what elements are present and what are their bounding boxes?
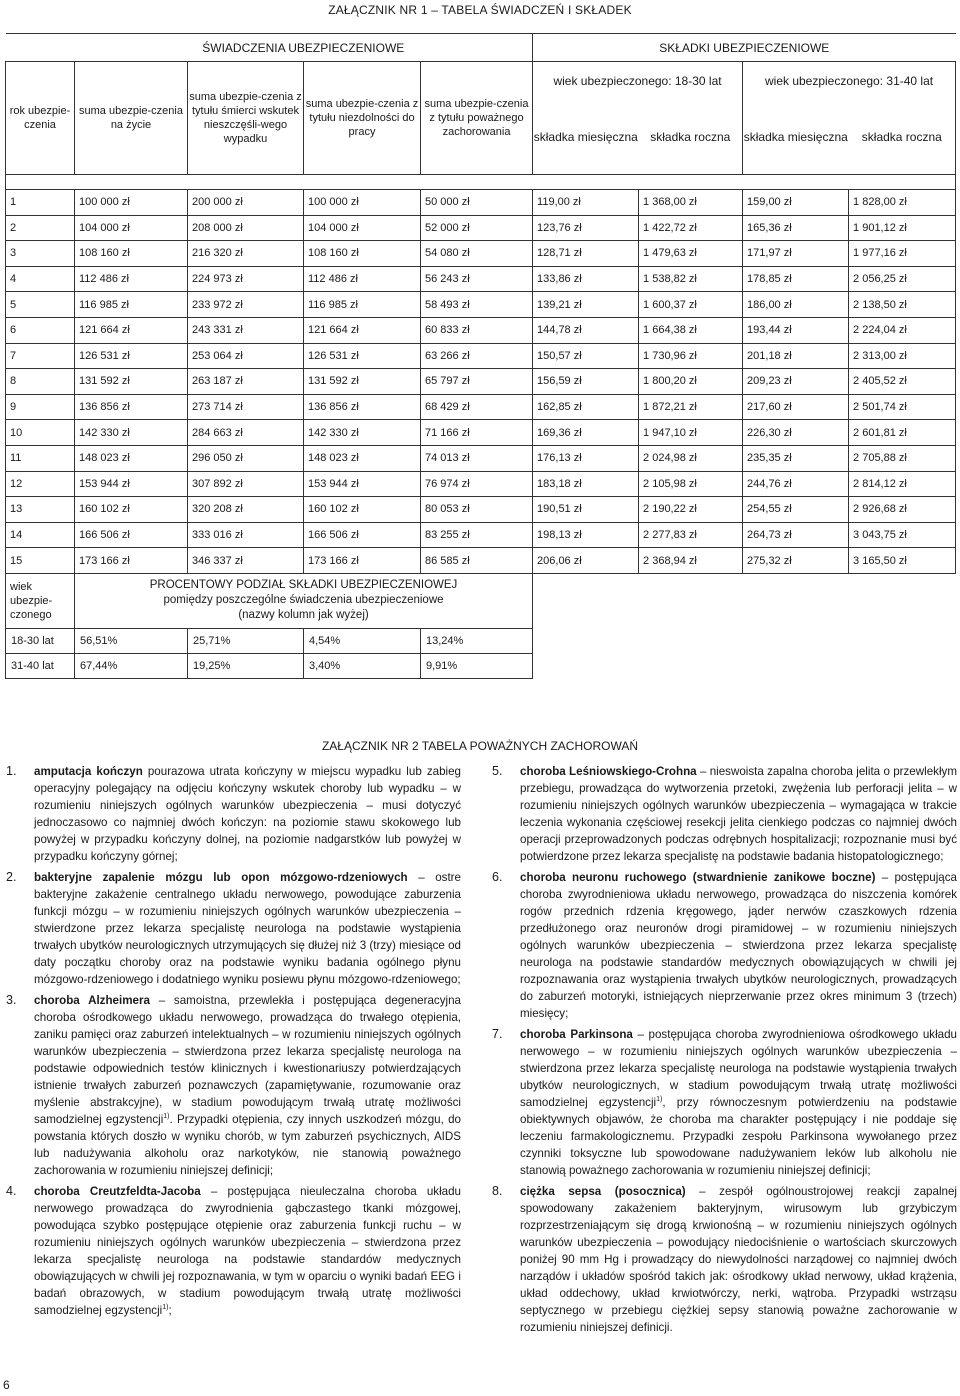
item-text: – postępująca choroba zwyrodnieniowa układu nerwowego, prowadząca do niszczenia komórek rogów przednich rdzenia kręgowego, jąder nerwów czaszkowych rdzenia przedłużonego oraz neuronów drogi piramidowej – w rozumieniu niniejszych ogólnych warunków ubezpieczenia – stwierdzona przez lekarza specjalistę neurologa na podstawie standardów medycznych obowiązujących w chwili jej rozpoznawania oraz wystąpienia trwałych ubytków neurologicznych, prowadzących do zaburzeń motoryki, istniejących nieprzerwanie przez okres minimum 3 (trzech) miesięcy; (520, 871, 957, 1020)
illness-item (6, 1183, 461, 1319)
table-cell: 1 538,82 zł (639, 266, 743, 292)
table-cell: 166 506 zł (75, 522, 188, 548)
table-cell: 208 000 zł (188, 215, 304, 241)
pct-cell: 4,54% (304, 628, 421, 653)
table-cell: 193,44 zł (743, 317, 849, 343)
col-incapacity-header: suma ubezpie-czenia z tytułu niezdolności do pracy (304, 62, 421, 175)
table-cell: 112 486 zł (304, 266, 421, 292)
table-cell: 333 016 zł (188, 522, 304, 548)
item-number: 2. (6, 870, 17, 884)
table-cell: 126 531 zł (75, 343, 188, 369)
table-cell: 136 856 zł (304, 394, 421, 420)
item-text: – ostre bakteryjne zakażenie centralnego układu nerwowego, powodujące zaburzenia funkcji mózgu – w rozumieniu niniejszych ogólnych warunków ubezpieczenia – stwierdzone przez lekarza specjalistę neurologa na podstawie wystąpienia trwałych ubytków neurologicznych utrzymujących się dłużej niż 3 (trzy) miesiące od daty początku choroby oraz na podstawie wyniku badania ogólnego płynu mózgowo-rdzeniowego i dodatniego wyniku posiewu płynu mózgowo-rdzeniowego; (34, 871, 461, 986)
item-text: – postępująca choroba zwyrodnieniowa ośrodkowego układu nerwowego – w rozumieniu niniejszych ogólnych warunków ubezpieczenia – stwierdzona przez lekarza specjalistę neurologa na podstawie wystąpienia trwałych ubytków neurologicznych, w stadium powodującym trwałą utratę możliwości samodzielnej egzystencji (520, 1028, 958, 1109)
item-name: bakteryjne zapalenie mózgu lub opon mózgowo-rdzeniowych (34, 871, 408, 884)
table-cell: 176,13 zł (533, 445, 639, 471)
pct-row (6, 628, 956, 653)
item-number: 5. (492, 764, 503, 778)
table-cell: 2 501,74 zł (849, 394, 956, 420)
table-cell: 2 138,50 zł (849, 292, 956, 318)
table-cell: 76 974 zł (421, 471, 533, 497)
table-cell: 144,78 zł (533, 317, 639, 343)
table-cell: 131 592 zł (304, 369, 421, 395)
illness-item (492, 763, 957, 865)
illness-list-right (492, 763, 957, 1340)
table-cell: 56 243 zł (421, 266, 533, 292)
item-number: 6. (492, 870, 503, 884)
table-row (6, 241, 956, 267)
table-cell: 254,55 zł (743, 497, 849, 523)
table-row (6, 343, 956, 369)
table-cell: 10 (6, 420, 75, 446)
table-cell: 119,00 zł (533, 190, 639, 216)
table-cell: 224 973 zł (188, 266, 304, 292)
item-footnote-ref: 1) (656, 1096, 663, 1104)
table-cell: 1 977,16 zł (849, 241, 956, 267)
group-premiums-header: SKŁADKI UBEZPIECZENIOWE (533, 34, 956, 62)
item-number: 1. (6, 764, 17, 778)
table-cell: 153 944 zł (304, 471, 421, 497)
table-cell: 121 664 zł (75, 317, 188, 343)
table-row (6, 445, 956, 471)
table-cell: 126 531 zł (304, 343, 421, 369)
pct-cell: 31-40 lat (6, 653, 75, 678)
col-illness-header: suma ubezpie-czenia z tytułu poważnego zachorowania (421, 62, 533, 175)
pct-cell: 25,71% (188, 628, 304, 653)
table-cell: 273 714 zł (188, 394, 304, 420)
table-cell: 121 664 zł (304, 317, 421, 343)
table-cell: 2 926,68 zł (849, 497, 956, 523)
table-cell: 11 (6, 445, 75, 471)
table-cell: 206,06 zł (533, 548, 639, 574)
table-cell: 71 166 zł (421, 420, 533, 446)
pct-title-line-3: (nazwy kolumn jak wyżej) (238, 609, 369, 622)
pct-row (6, 653, 956, 678)
table-cell: 148 023 zł (304, 445, 421, 471)
table-cell: 201,18 zł (743, 343, 849, 369)
item-text: – zespół ogólnoustrojowej reakcji zapalnej spowodowany zakażeniem bakteryjnym, wirusowym lub grzybiczym rozprzestrzeniającym się drogą krwionośną – w rozumieniu niniejszych ogólnych warunków ubezpieczenia – powodujący niedociśnienie o wartościach skurczowych poniżej 90 mm Hg i prowadzący do niewydolności narządowej co najmniej dwóch narządów i układów spośród takich jak: ośrodkowy układ nerwowy, układ krążenia, układ oddechowy, układ krwiotwórczy, nerki, wątroba. Przypadki wstrząsu septycznego w przebiegu ciężkiej sepsy stanowią poważne zachorowanie w rozumieniu niniejszej definicji. (520, 1185, 957, 1334)
table-cell: 186,00 zł (743, 292, 849, 318)
item-name: choroba Parkinsona (520, 1028, 633, 1041)
table-cell: 160 102 zł (304, 497, 421, 523)
item-text: – samoistna, przewlekła i postępująca degeneracyjna choroba ośrodkowego układu nerwowego, prowadząca do trwałego otępienia, zaniku pamięci oraz zaburzeń intelektualnych – w rozumieniu niniejszych ogólnych warunków ubezpieczenia – stwierdzona przez lekarza specjalistę neurologa na podstawie odpowiednich testów klinicznych i kwestionariuszy potwierdzających istnienie trwałych zaburzeń poznawczych (zapamiętywanie, rozumowanie oraz myślenie abstrakcyjne), w stadium powodującym trwałą utratę możliwości samodzielnej egzystencji (34, 994, 461, 1126)
table-cell: 346 337 zł (188, 548, 304, 574)
item-text: pourazowa utrata kończyny w miejscu wypadku lub zabieg operacyjny polegający na odjęciu kończyny wskutek choroby lub wypadku – w rozumieniu niniejszych ogólnych warunków ubezpieczenia – musi dotyczyć jednoczasowo co najmniej dwóch kończyn: na poziomie stawu skokowego lub powyżej w przypadku kończyny dolnej, na poziomie nadgarstków lub powyżej w przypadku kończyny górnej; (34, 765, 461, 863)
table-cell: 108 160 zł (75, 241, 188, 267)
illness-item (492, 869, 957, 1022)
table-cell: 2 056,25 zł (849, 266, 956, 292)
table-cell: 320 208 zł (188, 497, 304, 523)
table-row (6, 292, 956, 318)
table-cell: 233 972 zł (188, 292, 304, 318)
table-cell: 1 422,72 zł (639, 215, 743, 241)
table-cell: 9 (6, 394, 75, 420)
table-cell: 244,76 zł (743, 471, 849, 497)
table-cell: 60 833 zł (421, 317, 533, 343)
table-cell: 58 493 zł (421, 292, 533, 318)
table-cell: 108 160 zł (304, 241, 421, 267)
table-cell: 243 331 zł (188, 317, 304, 343)
table-cell: 235,35 zł (743, 445, 849, 471)
col-year-header: rok ubezpie-czenia (6, 62, 75, 175)
table-cell: 131 592 zł (75, 369, 188, 395)
table-cell: 100 000 zł (75, 190, 188, 216)
item-name: ciężka sepsa (posocznica) (520, 1185, 686, 1198)
table-cell: 209,23 zł (743, 369, 849, 395)
table-cell: 8 (6, 369, 75, 395)
table-cell: 217,60 zł (743, 394, 849, 420)
pct-cell: 19,25% (188, 653, 304, 678)
pct-cell: 3,40% (304, 653, 421, 678)
table-cell: 6 (6, 317, 75, 343)
table-cell: 50 000 zł (421, 190, 533, 216)
table-cell: 1 (6, 190, 75, 216)
monthly-18-30-header: składka miesięczna (533, 100, 639, 175)
item-number: 3. (6, 993, 17, 1007)
item-name: choroba neuronu ruchowego (stwardnienie zanikowe boczne) (520, 871, 876, 884)
illness-item (6, 869, 461, 988)
table-cell: 153 944 zł (75, 471, 188, 497)
table-cell: 2 277,83 zł (639, 522, 743, 548)
table-cell: 2 814,12 zł (849, 471, 956, 497)
table-cell: 13 (6, 497, 75, 523)
table-cell: 200 000 zł (188, 190, 304, 216)
table-row (6, 215, 956, 241)
table-cell: 74 013 zł (421, 445, 533, 471)
table-cell: 2 705,88 zł (849, 445, 956, 471)
table-cell: 63 266 zł (421, 343, 533, 369)
table-row (6, 497, 956, 523)
illness-item (6, 992, 461, 1179)
yearly-31-40-header: składka roczna (849, 100, 956, 175)
item-text-tail: ; (168, 1304, 172, 1317)
item-text: – postępująca nieuleczalna choroba układu nerwowego prowadząca do zwyrodnienia gąbczastego tkanki mózgowej, powodująca szybko postępujące otępienie oraz zaburzenia funkcji ruchu – w rozumieniu niniejszych ogólnych warunków ubezpieczenia – stwierdzona przez lekarza specjalistę neurologa na podstawie standardów medycznych obowiązujących w chwili jej rozpoznawania, w tym w oparciu o wyniki badań EEG i badań obrazowych, w stadium powodującym trwałą utratę możliwości samodzielnej egzystencji (34, 1185, 461, 1317)
table-cell: 148 023 zł (75, 445, 188, 471)
table-cell: 1 901,12 zł (849, 215, 956, 241)
pct-cell: 56,51% (75, 628, 188, 653)
age-18-30-header: wiek ubezpieczonego: 18-30 lat (533, 62, 743, 100)
table-cell: 14 (6, 522, 75, 548)
table-cell: 1 947,10 zł (639, 420, 743, 446)
table-cell: 2 224,04 zł (849, 317, 956, 343)
table-cell: 1 600,37 zł (639, 292, 743, 318)
table-cell: 104 000 zł (75, 215, 188, 241)
table-row (6, 548, 956, 574)
table-cell: 296 050 zł (188, 445, 304, 471)
item-number: 4. (6, 1184, 17, 1198)
pct-cell: 9,91% (421, 653, 533, 678)
table-cell: 65 797 zł (421, 369, 533, 395)
table-cell: 54 080 zł (421, 241, 533, 267)
table-cell: 160 102 zł (75, 497, 188, 523)
section-2-title: ZAŁĄCZNIK NR 2 TABELA POWAŻNYCH ZACHOROWAŃ (321, 739, 639, 753)
table-row (6, 369, 956, 395)
table-cell: 136 856 zł (75, 394, 188, 420)
item-name: choroba Leśniowskiego-Crohna (520, 765, 697, 778)
pct-cell: 18-30 lat (6, 628, 75, 653)
table-cell: 275,32 zł (743, 548, 849, 574)
table-cell: 5 (6, 292, 75, 318)
table-cell: 142 330 zł (304, 420, 421, 446)
table-cell: 139,21 zł (533, 292, 639, 318)
pct-age-header: wiek ubezpie-czonego (6, 573, 75, 628)
table-cell: 156,59 zł (533, 369, 639, 395)
page-title: ZAŁĄCZNIK NR 1 – TABELA ŚWIADCZEŃ I SKŁADEK (328, 3, 632, 17)
table-cell: 1 664,38 zł (639, 317, 743, 343)
table-cell: 1 828,00 zł (849, 190, 956, 216)
illness-item (6, 763, 461, 865)
item-number: 8. (492, 1184, 503, 1198)
col-life-header: suma ubezpie-czenia na życie (75, 62, 188, 175)
illness-item (492, 1183, 957, 1336)
table-cell: 80 053 zł (421, 497, 533, 523)
item-text: – nieswoista zapalna choroba jelita o przewlekłym przebiegu, prowadząca do wytworzenia przetoki, zwężenia lub perforacji jelita – w rozumieniu niniejszych ogólnych warunków ubezpieczenia – wymagająca w trakcie leczenia wykonania częściowej resekcji jelita cienkiego podczas co najmniej dwóch operacji przeprowadzonych podczas odrębnych hospitalizacji; rozpoznanie musi być potwierdzone przez lekarza specjalistę na podstawie badania histopatologicznego; (520, 765, 957, 863)
table-cell: 307 892 zł (188, 471, 304, 497)
table-cell: 1 872,21 zł (639, 394, 743, 420)
table-row (6, 190, 956, 216)
table-cell: 133,86 zł (533, 266, 639, 292)
pct-title-line-2: pomiędzy poszczególne świadczenia ubezpieczeniowe (163, 594, 444, 607)
table-cell: 112 486 zł (75, 266, 188, 292)
benefits-table (5, 33, 956, 679)
pct-title (75, 573, 533, 628)
table-cell: 100 000 zł (304, 190, 421, 216)
table-cell: 169,36 zł (533, 420, 639, 446)
table-cell: 52 000 zł (421, 215, 533, 241)
table-cell: 253 064 zł (188, 343, 304, 369)
table-cell: 264,73 zł (743, 522, 849, 548)
table-row (6, 420, 956, 446)
table-cell: 198,13 zł (533, 522, 639, 548)
monthly-31-40-header: składka miesięczna (743, 100, 849, 175)
table-cell: 3 (6, 241, 75, 267)
table-cell: 3 165,50 zł (849, 548, 956, 574)
table-cell: 284 663 zł (188, 420, 304, 446)
table-cell: 2 601,81 zł (849, 420, 956, 446)
table-cell: 12 (6, 471, 75, 497)
table-cell: 2 024,98 zł (639, 445, 743, 471)
group-benefits-header: ŚWIADCZENIA UBEZPIECZENIOWE (75, 34, 533, 62)
table-row (6, 317, 956, 343)
page-number: 6 (3, 1378, 10, 1392)
table-cell: 1 800,20 zł (639, 369, 743, 395)
table-cell: 116 985 zł (304, 292, 421, 318)
table-cell: 178,85 zł (743, 266, 849, 292)
table-cell: 166 506 zł (304, 522, 421, 548)
table-cell: 173 166 zł (304, 548, 421, 574)
item-text-tail: . Przypadki otępienia, czy innych uszkodzeń mózgu, do powstania których doszło w wyniku chorób, w tym zaburzeń psychicznych, AIDS lub nadużywania alkoholu oraz narkotyków, nie stanowią poważnego zachorowania w rozumieniu niniejszej definicji; (34, 1113, 461, 1177)
table-cell: 263 187 zł (188, 369, 304, 395)
table-row (6, 522, 956, 548)
age-31-40-header: wiek ubezpieczonego: 31-40 lat (743, 62, 956, 100)
table-cell: 165,36 zł (743, 215, 849, 241)
table-cell: 142 330 zł (75, 420, 188, 446)
table-cell: 2 105,98 zł (639, 471, 743, 497)
table-cell: 116 985 zł (75, 292, 188, 318)
item-footnote-ref: 1) (162, 1304, 169, 1312)
table-row (6, 394, 956, 420)
table-cell: 159,00 zł (743, 190, 849, 216)
item-name: amputacja kończyn (34, 765, 143, 778)
table-cell: 1 730,96 zł (639, 343, 743, 369)
table-row (6, 266, 956, 292)
table-cell: 2 190,22 zł (639, 497, 743, 523)
table-cell: 3 043,75 zł (849, 522, 956, 548)
pct-cell: 67,44% (75, 653, 188, 678)
table-cell: 2 368,94 zł (639, 548, 743, 574)
item-number: 7. (492, 1027, 503, 1041)
illness-list-left (6, 763, 461, 1323)
table-cell: 2 313,00 zł (849, 343, 956, 369)
table-cell: 226,30 zł (743, 420, 849, 446)
table-cell: 68 429 zł (421, 394, 533, 420)
table-cell: 150,57 zł (533, 343, 639, 369)
table-cell: 7 (6, 343, 75, 369)
table-cell: 15 (6, 548, 75, 574)
table-cell: 1 479,63 zł (639, 241, 743, 267)
table-cell: 2 (6, 215, 75, 241)
table-cell: 162,85 zł (533, 394, 639, 420)
item-name: choroba Creutzfeldta-Jacoba (34, 1185, 201, 1198)
table-cell: 171,97 zł (743, 241, 849, 267)
table-cell: 123,76 zł (533, 215, 639, 241)
table-cell: 83 255 zł (421, 522, 533, 548)
table-cell: 128,71 zł (533, 241, 639, 267)
item-name: choroba Alzheimera (34, 994, 150, 1007)
item-text-tail: , przy równoczesnym potwierdzeniu na podstawie obiektywnych objawów, że choroba ma charakter postępujący i nie poddaje się leczeniu farmakologicznemu. Przypadki zespołu Parkinsona wywołanego przez czynniki toksyczne lub spowodowane nadużywaniem leków lub alkoholu nie stanowią poważnego zachorowania w rozumieniu niniejszej definicji; (520, 1096, 958, 1177)
pct-cell: 13,24% (421, 628, 533, 653)
table-cell: 1 368,00 zł (639, 190, 743, 216)
table-cell: 183,18 zł (533, 471, 639, 497)
table-row (6, 471, 956, 497)
item-footnote-ref: 1) (163, 1113, 170, 1121)
table-cell: 216 320 zł (188, 241, 304, 267)
yearly-18-30-header: składka roczna (639, 100, 743, 175)
col-accident-header: suma ubezpie-czenia z tytułu śmierci wskutek nieszczęśli-wego wypadku (188, 62, 304, 175)
table-cell: 190,51 zł (533, 497, 639, 523)
table-cell: 86 585 zł (421, 548, 533, 574)
table-cell: 173 166 zł (75, 548, 188, 574)
table-cell: 104 000 zł (304, 215, 421, 241)
pct-title-line-1: PROCENTOWY PODZIAŁ SKŁADKI UBEZPIECZENIOWEJ (149, 579, 458, 592)
illness-item (492, 1026, 957, 1179)
table-cell: 2 405,52 zł (849, 369, 956, 395)
table-cell: 4 (6, 266, 75, 292)
